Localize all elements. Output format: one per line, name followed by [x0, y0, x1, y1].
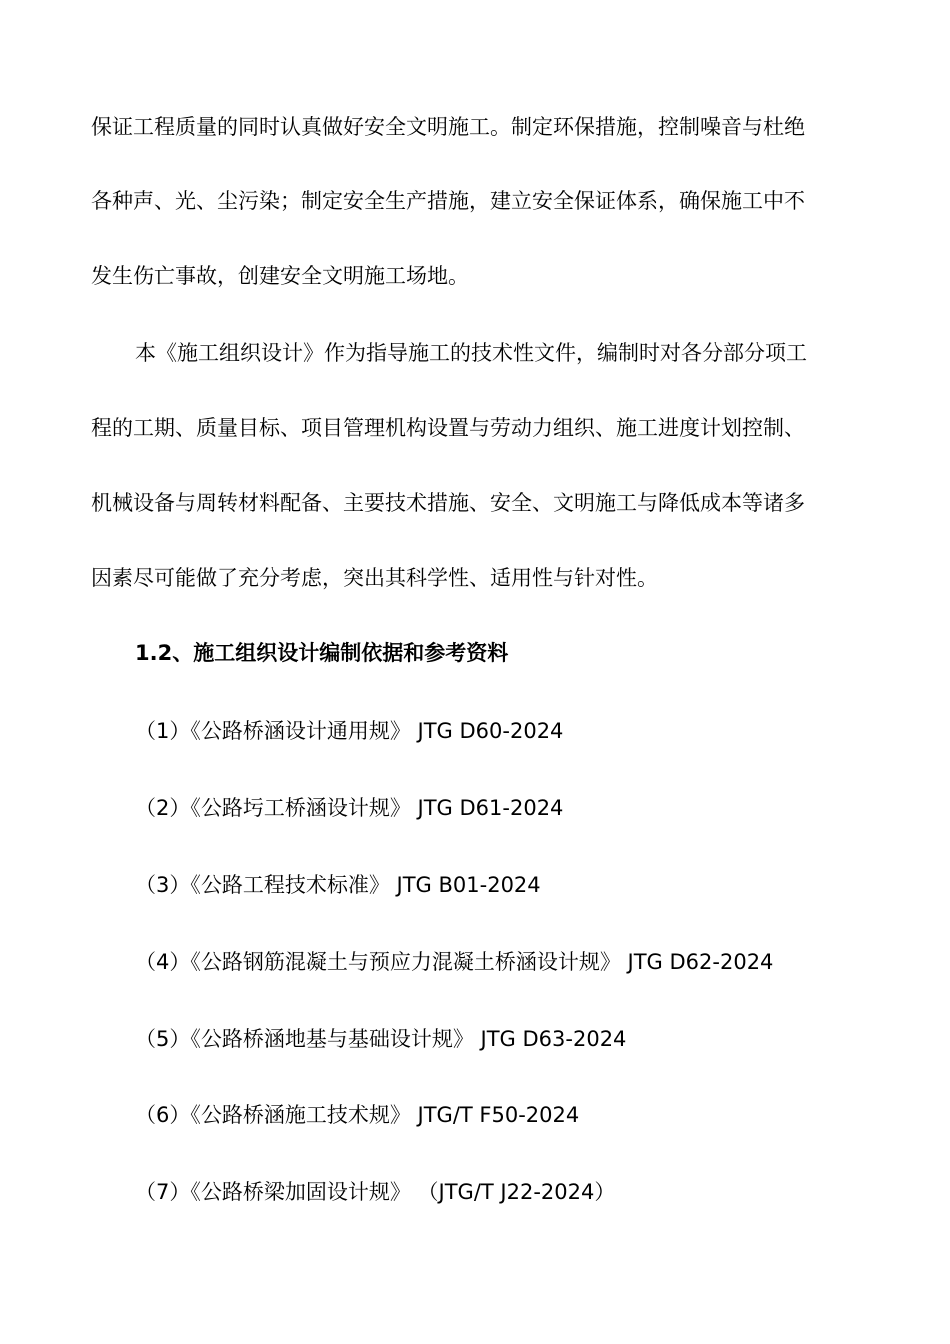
- reference-item: （4）《公路钢筋混凝土与预应力混凝土桥涵设计规》 JTG D62-2024: [135, 950, 774, 974]
- paragraph-line: 因素尽可能做了充分考虑，突出其科学性、适用性与针对性。: [91, 566, 658, 590]
- reference-item: （3）《公路工程技术标准》 JTG B01-2024: [135, 873, 541, 897]
- paragraph-line: 程的工期、质量目标、项目管理机构设置与劳动力组织、施工进度计划控制、: [91, 416, 805, 440]
- section-heading: 1.2、施工组织设计编制依据和参考资料: [135, 641, 509, 665]
- reference-item: （6）《公路桥涵施工技术规》 JTG/T F50-2024: [135, 1103, 580, 1127]
- reference-item: （5）《公路桥涵地基与基础设计规》 JTG D63-2024: [135, 1027, 627, 1051]
- paragraph-line: 保证工程质量的同时认真做好安全文明施工。制定环保措施，控制噪音与杜绝: [91, 115, 805, 139]
- reference-item: （7）《公路桥梁加固设计规》 （JTG/T J22-2024）: [135, 1180, 616, 1204]
- paragraph-line: 各种声、光、尘污染；制定安全生产措施，建立安全保证体系，确保施工中不: [91, 189, 805, 213]
- paragraph-line: 机械设备与周转材料配备、主要技术措施、安全、文明施工与降低成本等诸多: [91, 491, 805, 515]
- reference-item: （2）《公路圬工桥涵设计规》 JTG D61-2024: [135, 796, 564, 820]
- reference-item: （1）《公路桥涵设计通用规》 JTG D60-2024: [135, 719, 564, 743]
- paragraph-line: 本《施工组织设计》作为指导施工的技术性文件，编制时对各分部分项工: [135, 341, 807, 365]
- paragraph-line: 发生伤亡事故，创建安全文明施工场地。: [91, 264, 469, 288]
